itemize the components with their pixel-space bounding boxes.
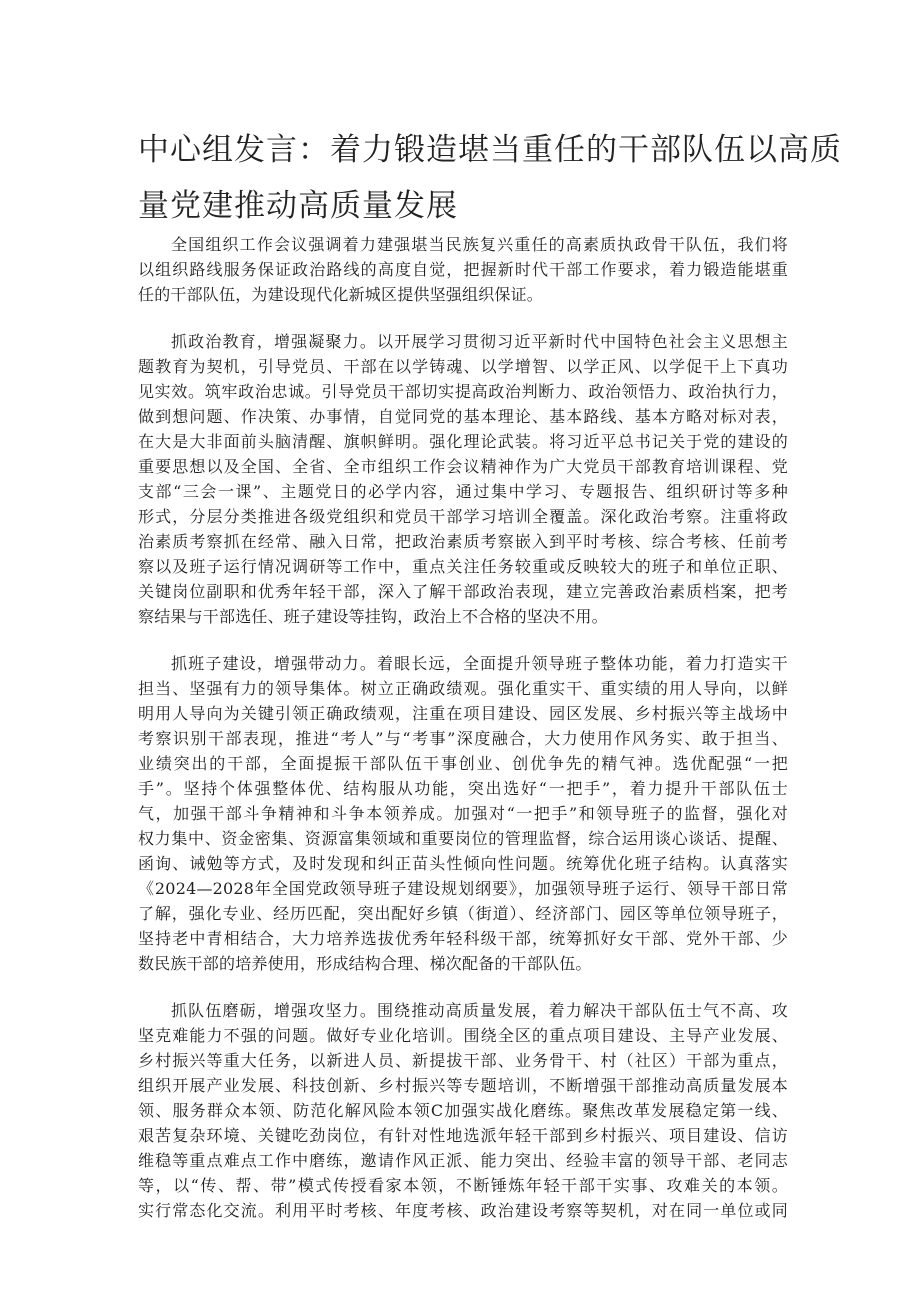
paragraph-line: 做到想问题、作决策、办事情，自觉同党的基本理论、基本路线、基本方略对标对表， xyxy=(138,407,788,426)
paragraph-line: 关键岗位副职和优秀年轻干部，深入了解干部政治表现，建立完善政治素质档案，把考 xyxy=(138,582,788,601)
paragraph-line: 数民族干部的培养使用，形成结构合理、梯次配备的干部队伍。 xyxy=(138,954,592,973)
paragraph-line: 考察识别干部表现，推进“考人”与“考事”深度融合，大力使用作风务实、敢于担当、 xyxy=(138,729,788,748)
paragraph-line: 题教育为契机，引导党员、干部在以学铸魂、以学增智、以学正风、以学促干上下真功 xyxy=(138,357,788,376)
paragraph-line: 乡村振兴等重大任务，以新进人员、新提拔干部、业务骨干、村（社区）干部为重点， xyxy=(138,1051,788,1070)
document-body xyxy=(138,232,788,1245)
paragraph-line: 察以及班子运行情况调研等工作中，重点关注任务较重或反映较大的班子和单位正职、 xyxy=(138,557,788,576)
paragraph-line: 维稳等重点难点工作中磨练，邀请作风正派、能力突出、经验丰富的领导干部、老同志 xyxy=(138,1151,788,1170)
paragraph-line: 坚持老中青相结合，大力培养选拔优秀年轻科级干部，统筹抓好女干部、党外干部、少 xyxy=(138,929,788,948)
paragraph-line: 艰苦复杂环境、关键吃劲岗位，有针对性地选派年轻干部到乡村振兴、项目建设、信访 xyxy=(138,1126,788,1145)
paragraph-line: 支部“三会一课”、主题党日的必学内容，通过集中学习、专题报告、组织研讨等多种 xyxy=(138,482,788,501)
paragraph-line: 权力集中、资金密集、资源富集领域和重要岗位的管理监督，综合运用谈心谈话、提醒、 xyxy=(138,829,788,848)
paragraph xyxy=(138,651,788,976)
paragraph-line: 明用人导向为关键引领正确政绩观，注重在项目建设、园区发展、乡村振兴等主战场中 xyxy=(138,704,788,723)
title-line: 量党建推动高质量发展 xyxy=(138,188,458,224)
paragraph-line: 重要思想以及全国、全省、全市组织工作会议精神作为广大党员干部教育培训课程、党 xyxy=(138,457,788,476)
paragraph-line: 抓队伍磨砺，增强攻坚力。围绕推动高质量发展，着力解决干部队伍士气不高、攻 xyxy=(171,1001,788,1020)
paragraph-line: 手”。坚持个体强整体优、结构服从功能，突出选好“一把手”，着力提升干部队伍士 xyxy=(138,779,788,798)
paragraph-line: 组织开展产业发展、科技创新、乡村振兴等专题培训，不断增强干部推动高质量发展本 xyxy=(138,1076,788,1095)
paragraph-line: 见实效。筑牢政治忠诚。引导党员干部切实提高政治判断力、政治领悟力、政治执行力， xyxy=(138,382,788,401)
paragraph xyxy=(138,329,788,629)
paragraph-line: 《2024—2028年全国党政领导班子建设规划纲要》，加强领导班子运行、领导干部日常 xyxy=(138,879,788,898)
paragraph-line: 了解，强化专业、经历匹配，突出配好乡镇（街道）、经济部门、园区等单位领导班子， xyxy=(138,904,788,923)
paragraph-line: 在大是大非面前头脑清醒、旗帜鲜明。强化理论武装。将习近平总书记关于党的建设的 xyxy=(138,432,788,451)
title-line: 中心组发言：着力锻造堪当重任的干部队伍以高质 xyxy=(138,132,842,168)
paragraph-line: 函询、诫勉等方式，及时发现和纠正苗头性倾向性问题。统筹优化班子结构。认真落实 xyxy=(138,854,788,873)
paragraph-line: 抓班子建设，增强带动力。着眼长远，全面提升领导班子整体功能，着力打造实干 xyxy=(171,654,788,673)
paragraph-line: 气，加强干部斗争精神和斗争本领养成。加强对“一把手”和领导班子的监督，强化对 xyxy=(138,804,788,823)
paragraph-line: 察结果与干部选任、班子建设等挂钩，政治上不合格的坚决不用。 xyxy=(138,607,608,626)
paragraph-line: 形式，分层分类推进各级党组织和党员干部学习培训全覆盖。深化政治考察。注重将政 xyxy=(138,507,788,526)
paragraph xyxy=(138,998,788,1223)
paragraph-line: 业绩突出的干部，全面提振干部队伍干事创业、创优争先的精气神。选优配强“一把 xyxy=(138,754,788,773)
paragraph-line: 担当、坚强有力的领导集体。树立正确政绩观。强化重实干、重实绩的用人导向，以鲜 xyxy=(138,679,788,698)
paragraph-line: 坚克难能力不强的问题。做好专业化培训。围绕全区的重点项目建设、主导产业发展、 xyxy=(138,1026,788,1045)
paragraph-line: 领、服务群众本领、防范化解风险本领C加强实战化磨练。聚焦改革发展稳定第一线、 xyxy=(138,1101,788,1120)
paragraph-line: 实行常态化交流。利用平时考核、年度考核、政治建设考察等契机，对在同一单位或同 xyxy=(138,1201,788,1220)
paragraph-line: 抓政治教育，增强凝聚力。以开展学习贯彻习近平新时代中国特色社会主义思想主 xyxy=(171,332,788,351)
paragraph-line: 以组织路线服务保证政治路线的高度自觉，把握新时代干部工作要求，着力锻造能堪重 xyxy=(138,260,788,279)
paragraph-line: 治素质考察抓在经常、融入日常，把政治素质考察嵌入到平时考核、综合考核、任前考 xyxy=(138,532,788,551)
paragraph-line: 全国组织工作会议强调着力建强堪当民族复兴重任的高素质执政骨干队伍，我们将 xyxy=(171,235,788,254)
paragraph-line: 任的干部队伍，为建设现代化新城区提供坚强组织保证。 xyxy=(138,285,544,304)
paragraph xyxy=(138,232,788,307)
paragraph-line: 等，以“传、帮、带”模式传授看家本领，不断锤炼年轻干部干实事、攻难关的本领。 xyxy=(138,1176,788,1195)
document-title xyxy=(138,122,842,234)
